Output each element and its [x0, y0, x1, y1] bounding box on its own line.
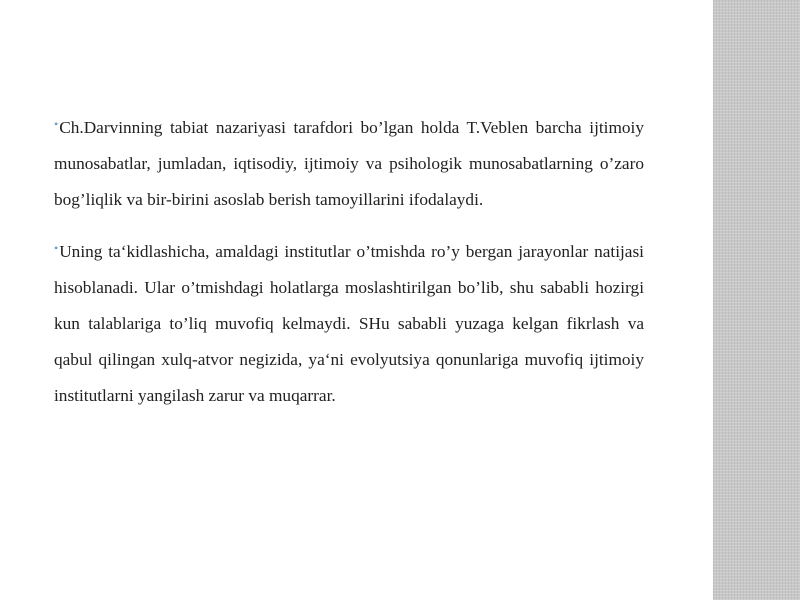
paragraph-text: Uning ta‘kidlashicha, amaldagi institutlar o’tmishda ro’y bergan jarayonlar natijasi hisoblanadi. Ular o’tmishdagi holatlarga moslashtirilgan bo’lib, shu sababli hozirgi kun talablariga to’liq muvofiq kelmaydi. SHu sababli yuzaga kelgan fikrlash va qabul qilingan xulq-atvor negizida, ya‘ni evolyutsiya qonunlariga muvofiq ijtimoiy institutlarni yangilash zarur va muqarrar. [54, 242, 644, 405]
bullet-icon: • [54, 117, 59, 131]
bullet-paragraph-1 [54, 106, 644, 218]
bullet-paragraph-2 [54, 230, 644, 414]
slide-body [54, 106, 644, 426]
decorative-side-strip [713, 0, 800, 600]
paragraph-text: Ch.Darvinning tabiat nazariyasi tarafdori bo’lgan holda T.Veblen barcha ijtimoiy munosabatlar, jumladan, iqtisodiy, ijtimoiy va psihologik munosabatlarning o’zaro bog’liqlik va bir-birini asoslab berish tamoyillarini ifodalaydi. [54, 118, 644, 209]
bullet-icon: • [54, 241, 59, 255]
